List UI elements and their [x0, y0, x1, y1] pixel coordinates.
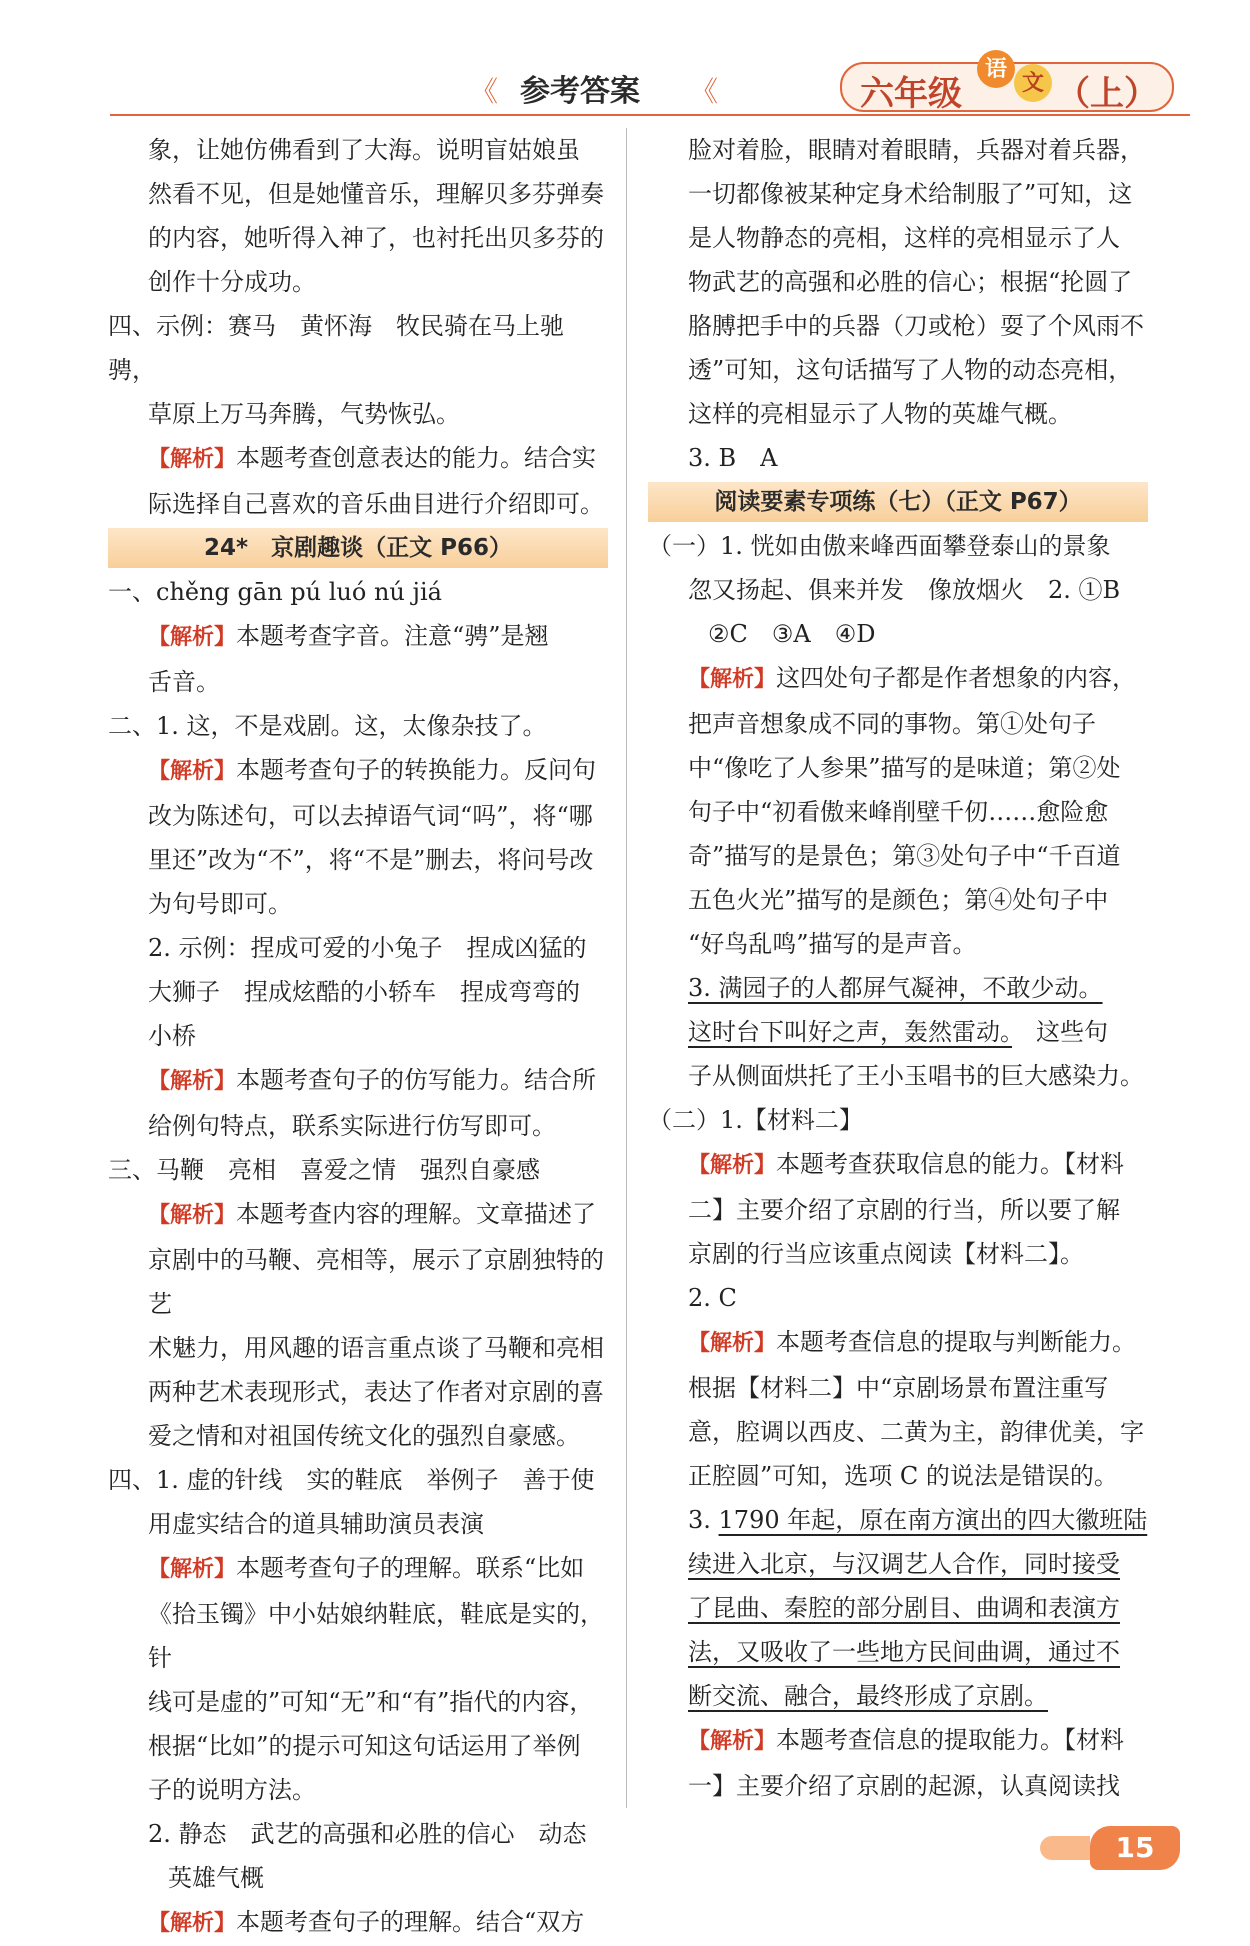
analysis-line — [108, 1546, 608, 1592]
text-line: 际选择自己喜欢的音乐曲目进行介绍即可。 — [148, 490, 604, 518]
right-column — [648, 128, 1148, 1808]
text-line: 透”可知，这句话描写了人物的动态亮相， — [688, 356, 1133, 384]
analysis-line — [108, 1900, 608, 1946]
answer-line: 三、马鞭 亮相 喜爱之情 强烈自豪感 — [108, 1156, 540, 1184]
answer-line: 一、chěng gān pú luó nú jiá — [108, 578, 442, 606]
text-line: 一切都像被某种定身术给制服了”可知，这 — [688, 180, 1133, 208]
answer-line: （二）1.【材料二】 — [648, 1106, 863, 1134]
text-line: 的内容，她听得入神了，也衬托出贝多芬的 — [148, 224, 604, 252]
text-line: “好鸟乱鸣”描写的是声音。 — [688, 930, 977, 958]
section-title: 24* 京剧趣谈（正文 P66） — [108, 528, 608, 568]
underlined-text: 这时台下叫好之声，轰然雷动。 — [688, 1018, 1012, 1046]
answer-line: 四、1. 虚的针线 实的鞋底 举例子 善于使 — [108, 1466, 595, 1494]
grade-badge — [840, 56, 1174, 114]
analysis-tag: 【解析】 — [148, 1557, 237, 1582]
analysis-text: 本题考查内容的理解。文章描述了 — [236, 1200, 597, 1228]
analysis-text: 本题考查句子的转换能力。反问句 — [236, 756, 597, 784]
text-line: 给例句特点，联系实际进行仿写即可。 — [148, 1112, 556, 1140]
analysis-text: 本题考查句子的仿写能力。结合所 — [236, 1066, 597, 1094]
text-line: 这样的亮相显示了人物的英雄气概。 — [688, 400, 1072, 428]
text-line: 草原上万马奔腾，气势恢弘。 — [148, 400, 460, 428]
text-line: 中“像吃了人参果”描写的是味道；第②处 — [688, 754, 1121, 782]
answer-line: 3. 满园子的人都屏气凝神，不敢少动。 — [688, 974, 1103, 1002]
header-rule — [110, 114, 1190, 116]
analysis-tag: 【解析】 — [688, 1331, 777, 1356]
answer-line: 二、1. 这，不是戏剧。这，太像杂技了。 — [108, 712, 547, 740]
text-line: 脸对着脸，眼睛对着眼睛，兵器对着兵器， — [688, 136, 1144, 164]
text-line: 然看不见，但是她懂音乐，理解贝多芬弹奏 — [148, 180, 604, 208]
analysis-text: 本题考查字音。注意“骋”是翘 — [236, 622, 549, 650]
text-line: 舌音。 — [148, 668, 220, 696]
analysis-tag: 【解析】 — [688, 1153, 777, 1178]
text-line: 里还”改为“不”，将“不是”删去，将问号改 — [148, 846, 594, 874]
analysis-text: 本题考查信息的提取与判断能力。 — [776, 1328, 1137, 1356]
answer-line: （一）1. 恍如由傲来峰西面攀登泰山的景象 — [648, 532, 1111, 560]
analysis-text: 本题考查获取信息的能力。【材料 — [776, 1150, 1125, 1178]
text-line: 一】主要介绍了京剧的起源，认真阅读找 — [688, 1772, 1120, 1800]
text-line: 京剧的行当应该重点阅读【材料二】。 — [688, 1240, 1084, 1268]
section-title: 阅读要素专项练（七）（正文 P67） — [648, 482, 1148, 522]
analysis-text: 本题考查句子的理解。结合“双方 — [236, 1908, 585, 1936]
answer-line: 3. B A — [688, 444, 778, 472]
text-line — [648, 1010, 1148, 1054]
analysis-line — [108, 614, 608, 660]
analysis-text: 本题考查信息的提取能力。【材料 — [776, 1726, 1125, 1754]
left-column — [108, 128, 608, 1946]
text-line: 法，又吸收了一些地方民间曲调，通过不 — [688, 1638, 1120, 1666]
text-line: 忽又扬起、俱来并发 像放烟火 2. ①B — [688, 576, 1121, 604]
analysis-line — [648, 1142, 1148, 1188]
text-line: 子从侧面烘托了王小玉唱书的巨大感染力。 — [688, 1062, 1144, 1090]
analysis-tag: 【解析】 — [148, 447, 237, 472]
analysis-tag: 【解析】 — [148, 625, 237, 650]
text-line: 五色火光”描写的是颜色；第④处句子中 — [688, 886, 1109, 914]
text-line: 用虚实结合的道具辅助演员表演 — [148, 1510, 484, 1538]
analysis-text: 本题考查创意表达的能力。结合实 — [236, 444, 597, 472]
text-line: 根据“比如”的提示可知这句话运用了举例 — [148, 1732, 581, 1760]
column-divider — [626, 128, 627, 1808]
text-line: 二】主要介绍了京剧的行当，所以要了解 — [688, 1196, 1120, 1224]
underlined-text: 1790 年起，原在南方演出的四大徽班陆 — [718, 1506, 1148, 1534]
text-line: 英雄气概 — [168, 1864, 264, 1892]
text-line: 断交流、融合，最终形成了京剧。 — [688, 1682, 1048, 1710]
chevron-left-icon: 《 — [470, 75, 499, 108]
text-line: 句子中“初看傲来峰削壁千仞……愈险愈 — [688, 798, 1109, 826]
text-line: 续进入北京，与汉调艺人合作，同时接受 — [688, 1550, 1120, 1578]
text-span: 这些句 — [1012, 1018, 1108, 1046]
subject-char-2: 文 — [1014, 64, 1052, 102]
analysis-tag: 【解析】 — [148, 1069, 237, 1094]
answer-line — [648, 1498, 1148, 1542]
text-line: 物武艺的高强和必胜的信心；根据“抡圆了 — [688, 268, 1133, 296]
text-line: 京剧中的马鞭、亮相等，展示了京剧独特的艺 — [148, 1246, 604, 1318]
text-line: 奇”描写的是景色；第③处句子中“千百道 — [688, 842, 1121, 870]
text-line: 术魅力，用风趣的语言重点谈了马鞭和亮相 — [148, 1334, 604, 1362]
text-line: 了昆曲、秦腔的部分剧目、曲调和表演方 — [688, 1594, 1120, 1622]
term-label: （上） — [1056, 74, 1158, 114]
text-line: 是人物静态的亮相，这样的亮相显示了人 — [688, 224, 1120, 252]
text-line: 为句号即可。 — [148, 890, 292, 918]
analysis-tag: 【解析】 — [148, 1203, 237, 1228]
text-line: 创作十分成功。 — [148, 268, 316, 296]
text-line: 意，腔调以西皮、二黄为主，韵律优美，字 — [688, 1418, 1144, 1446]
analysis-line — [108, 1058, 608, 1104]
answer-line: 四、示例：赛马 黄怀海 牧民骑在马上驰骋， — [108, 312, 564, 384]
text-line: 象，让她仿佛看到了大海。说明盲姑娘虽 — [148, 136, 580, 164]
analysis-line — [648, 1320, 1148, 1366]
grade-label: 六年级 — [860, 74, 962, 114]
subject-char-1: 语 — [977, 50, 1015, 88]
text-line: ②C ③A ④D — [708, 620, 876, 648]
analysis-line — [648, 656, 1148, 702]
text-line: 正腔圆”可知，选项 C 的说法是错误的。 — [688, 1462, 1118, 1490]
analysis-tag: 【解析】 — [148, 1911, 237, 1936]
text-line: 改为陈述句，可以去掉语气词“吗”，将“哪 — [148, 802, 593, 830]
analysis-line — [108, 748, 608, 794]
text-line: 两种艺术表现形式，表达了作者对京剧的喜 — [148, 1378, 604, 1406]
text-line: 把声音想象成不同的事物。第①处句子 — [688, 710, 1096, 738]
analysis-tag: 【解析】 — [148, 759, 237, 784]
analysis-text: 这四处句子都是作者想象的内容， — [776, 664, 1137, 692]
analysis-line — [108, 436, 608, 482]
analysis-line — [648, 1718, 1148, 1764]
text-line: 《拾玉镯》中小姑娘纳鞋底，鞋底是实的，针 — [148, 1600, 604, 1672]
analysis-tag: 【解析】 — [688, 1729, 777, 1754]
text-line: 线可是虚的”可知“无”和“有”指代的内容， — [148, 1688, 594, 1716]
answer-line: 2. C — [688, 1284, 737, 1312]
text-line: 小桥 — [148, 1022, 196, 1050]
answer-line: 2. 静态 武艺的高强和必胜的信心 动态 — [148, 1820, 587, 1848]
text-span: 3. — [688, 1506, 719, 1534]
answer-line: 2. 示例：捏成可爱的小兔子 捏成凶猛的 — [148, 934, 587, 962]
text-line: 根据【材料二】中“京剧场景布置注重写 — [688, 1374, 1109, 1402]
text-line: 子的说明方法。 — [148, 1776, 316, 1804]
analysis-text: 本题考查句子的理解。联系“比如 — [236, 1554, 585, 1582]
text-line: 大狮子 捏成炫酷的小轿车 捏成弯弯的 — [148, 978, 580, 1006]
text-line: 爱之情和对祖国传统文化的强烈自豪感。 — [148, 1422, 580, 1450]
page-number-decoration — [1040, 1836, 1090, 1860]
text-line: 胳膊把手中的兵器（刀或枪）耍了个风雨不 — [688, 312, 1144, 340]
page-header — [0, 56, 1250, 120]
analysis-line — [108, 1192, 608, 1238]
page-number: 15 — [1090, 1826, 1180, 1870]
analysis-tag: 【解析】 — [688, 667, 777, 692]
chevron-right-icon: 《 — [690, 75, 719, 108]
page-title: 参考答案 — [520, 74, 640, 109]
